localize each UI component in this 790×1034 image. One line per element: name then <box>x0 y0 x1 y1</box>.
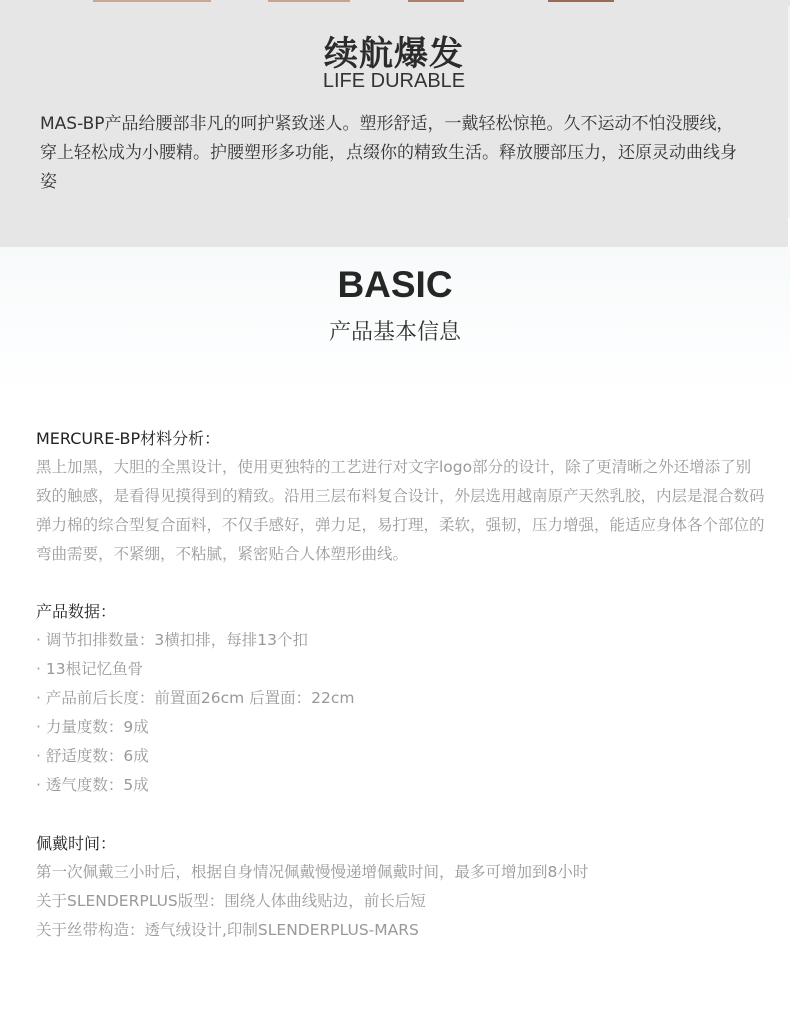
wear-time-heading: 佩戴时间： <box>36 834 117 853</box>
list-item: · 调节扣排数量：3横扣排，每排13个扣 <box>36 631 308 649</box>
hero-subtitle: LIFE DURABLE <box>322 70 466 92</box>
list-item: · 力量度数：9成 <box>36 718 149 736</box>
list-item: · 产品前后长度：前置面26cm 后置面：22cm <box>36 689 355 707</box>
list-item: · 透气度数：5成 <box>36 776 149 794</box>
hero-title: 续航爆发 <box>324 34 464 74</box>
list-item: · 舒适度数：6成 <box>36 747 149 765</box>
wear-time-line: 关于丝带构造：透气绒设计,印制SLENDERPLUS-MARS <box>36 921 419 939</box>
wear-time-section <box>36 829 766 945</box>
material-body: 黑上加黑，大胆的全黑设计，使用更独特的工艺进行对文字logo部分的设计，除了更清晰之外还增添了别致的触感，是看得见摸得到的精致。沿用三层布料复合设计，外层选用越南原产天然乳胶，内层是混合数码弹力棉的综合型复合面料，不仅手感好，弹力足，易打理，柔软，强韧，压力增强，能适应身体各个部位的弯曲需要，不紧绷，不粘腻，紧密贴合人体塑形曲线。 <box>36 458 765 563</box>
basic-title: BASIC <box>337 264 453 305</box>
list-item: · 13根记忆鱼骨 <box>36 660 144 678</box>
basic-subtitle: 产品基本信息 <box>328 320 461 345</box>
top-image-strip <box>0 0 790 6</box>
product-data-section <box>36 597 766 800</box>
material-heading: MERCURE-BP材料分析： <box>36 429 221 448</box>
wear-time-line: 关于SLENDERPLUS版型：围绕人体曲线贴边，前长后短 <box>36 892 426 910</box>
material-section <box>36 424 766 569</box>
wear-time-line: 第一次佩戴三小时后，根据自身情况佩戴慢慢递增佩戴时间，最多可增加到8小时 <box>36 863 589 881</box>
product-data-heading: 产品数据： <box>36 602 117 621</box>
hero-description: MAS-BP产品给腰部非凡的呵护紧致迷人。塑形舒适，一戴轻松惊艳。久不运动不怕没腰线，穿上轻松成为小腰精。护腰塑形多功能，点缀你的精致生活。释放腰部压力，还原灵动曲线身姿 <box>40 114 737 192</box>
